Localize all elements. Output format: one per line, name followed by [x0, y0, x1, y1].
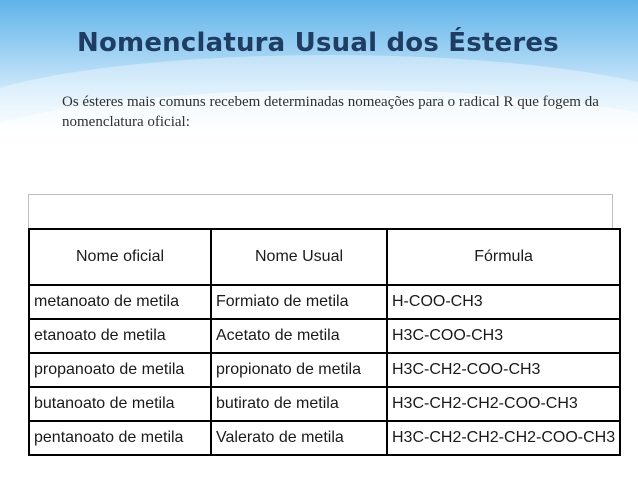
table-row	[29, 353, 620, 387]
table-header-row	[29, 229, 620, 285]
cell-official-name: metanoato de metila	[29, 285, 211, 319]
cell-formula: H3C-COO-CH3	[387, 319, 620, 353]
table-frame	[28, 194, 613, 228]
cell-official-name: etanoato de metila	[29, 319, 211, 353]
slide-subtitle: Os ésteres mais comuns recebem determinadas nomeações para o radical R que fogem da nomenclatura oficial:	[62, 94, 599, 130]
cell-formula: H3C-CH2-COO-CH3	[387, 353, 620, 387]
header-official-name: Nome oficial	[29, 229, 211, 285]
cell-usual-name: Acetato de metila	[211, 319, 387, 353]
cell-official-name: pentanoato de metila	[29, 421, 211, 455]
cell-formula: H3C-CH2-CH2-CH2-COO-CH3	[387, 421, 620, 455]
table-row	[29, 421, 620, 455]
cell-usual-name: butirato de metila	[211, 387, 387, 421]
cell-official-name: propanoato de metila	[29, 353, 211, 387]
cell-formula: H-COO-CH3	[387, 285, 620, 319]
ester-nomenclature-table	[28, 228, 621, 456]
table-row	[29, 285, 620, 319]
table-row	[29, 319, 620, 353]
cell-usual-name: Valerato de metila	[211, 421, 387, 455]
slide-title: Nomenclatura Usual dos Ésteres	[77, 28, 559, 58]
table-row	[29, 387, 620, 421]
cell-usual-name: propionato de metila	[211, 353, 387, 387]
cell-official-name: butanoato de metila	[29, 387, 211, 421]
header-formula: Fórmula	[387, 229, 620, 285]
header-usual-name: Nome Usual	[211, 229, 387, 285]
cell-usual-name: Formiato de metila	[211, 285, 387, 319]
cell-formula: H3C-CH2-CH2-COO-CH3	[387, 387, 620, 421]
